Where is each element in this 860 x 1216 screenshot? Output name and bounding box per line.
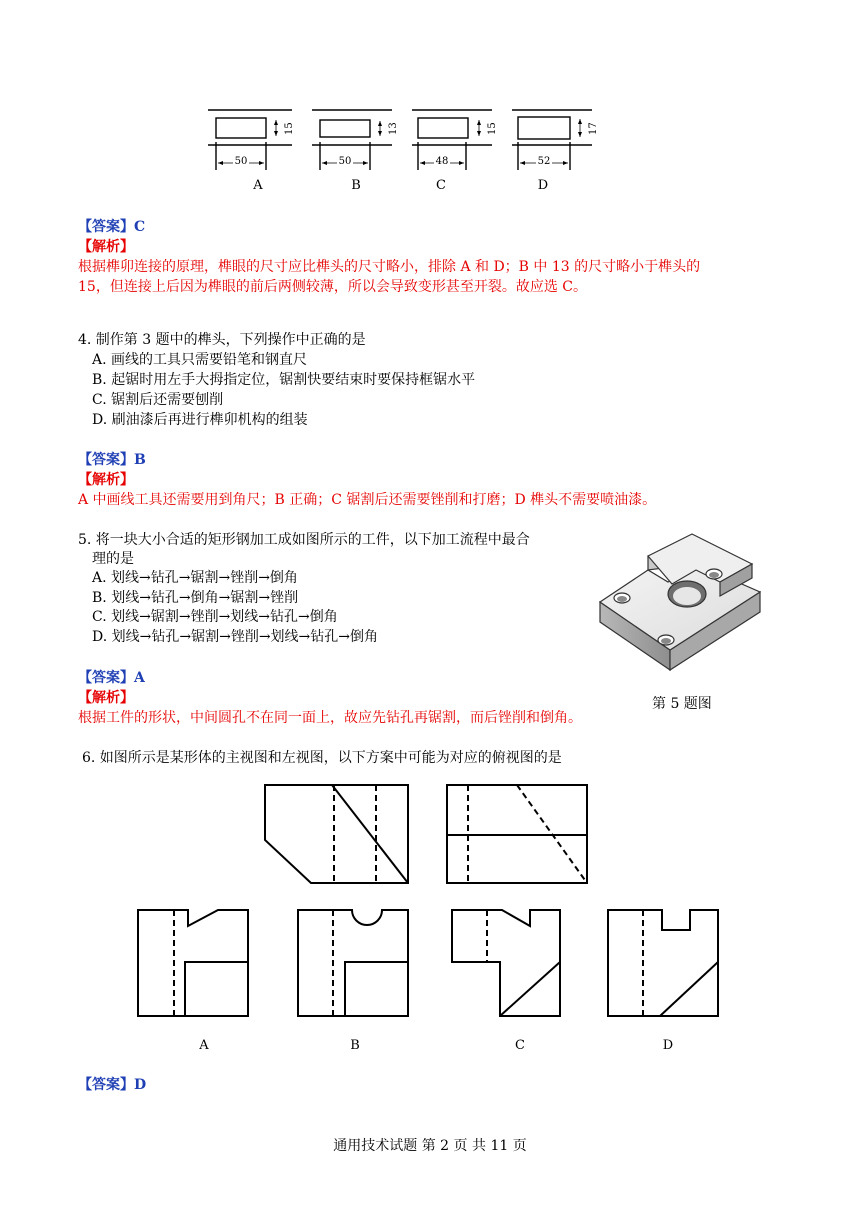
q5-answer-tag: 【答案】 bbox=[78, 670, 134, 686]
q3-answer-value: C bbox=[134, 219, 146, 235]
q3-answer-tag: 【答案】 bbox=[78, 219, 134, 235]
page-footer: 通用技术试题 第 2 页 共 11 页 bbox=[333, 1138, 527, 1154]
q6-answer-tag: 【答案】 bbox=[78, 1077, 134, 1093]
q5-option-d: D. 划线→钻孔→锯割→锉削→划线→钻孔→倒角 bbox=[92, 629, 379, 645]
q3-dim-height-c: 15 bbox=[487, 122, 498, 135]
q6-stem: 6. 如图所示是某形体的主视图和左视图，以下方案中可能为对应的俯视图的是 bbox=[82, 750, 562, 766]
q6-answer bbox=[78, 1075, 146, 1095]
q6-given-views-drawing bbox=[258, 780, 598, 890]
q6-label-c: C bbox=[515, 1038, 525, 1053]
q5-option-b: B. 划线→钻孔→倒角→锯割→锉削 bbox=[92, 590, 299, 606]
q5-figure-caption: 第 5 题图 bbox=[652, 696, 712, 712]
q3-dim-width-d: 52 bbox=[537, 156, 551, 167]
q3-analysis-line-2: 15，但连接上后因为榫眼的前后两侧较薄，所以会导致变形甚至开裂。故应选 C。 bbox=[78, 279, 587, 295]
q5-analysis: 根据工件的形状，中间圆孔不在同一面上，故应先钻孔再锯割，而后锉削和倒角。 bbox=[78, 710, 582, 726]
q3-dim-width-c: 48 bbox=[435, 156, 449, 167]
q4-option-d: D. 刷油漆后再进行榫卯机构的组装 bbox=[92, 412, 308, 428]
q3-label-a: A bbox=[253, 178, 263, 193]
q4-analysis-tag: 【解析】 bbox=[78, 472, 134, 488]
q5-answer bbox=[78, 668, 145, 688]
q4-answer-value: B bbox=[134, 452, 146, 468]
q5-stem-line-1: 5. 将一块大小合适的矩形钢加工成如图所示的工件，以下加工流程中最合 bbox=[78, 532, 530, 548]
q6-label-b: B bbox=[350, 1038, 360, 1053]
q3-dim-width-b: 50 bbox=[338, 156, 352, 167]
q4-answer bbox=[78, 450, 146, 470]
q3-options-drawing bbox=[200, 100, 620, 180]
q6-answer-value: D bbox=[134, 1077, 147, 1093]
q5-answer-value: A bbox=[134, 670, 145, 686]
q6-option-views bbox=[130, 900, 730, 1025]
q3-dim-height-b: 13 bbox=[388, 122, 399, 135]
q5-analysis-tag: 【解析】 bbox=[78, 690, 134, 706]
q5-option-c: C. 划线→锯割→锉削→划线→钻孔→倒角 bbox=[92, 609, 338, 625]
q6-label-a: A bbox=[199, 1038, 209, 1053]
q3-answer bbox=[78, 217, 145, 237]
q5-stem-line-2: 理的是 bbox=[92, 551, 134, 567]
q4-answer-tag: 【答案】 bbox=[78, 452, 134, 468]
q3-figures bbox=[200, 100, 620, 180]
q3-dim-width-a: 50 bbox=[234, 156, 248, 167]
q4-stem: 4. 制作第 3 题中的榫头，下列操作中正确的是 bbox=[78, 332, 366, 348]
q6-given-views bbox=[258, 780, 598, 890]
q4-option-b: B. 起锯时用左手大拇指定位，锯割快要结束时要保持框锯水平 bbox=[92, 372, 476, 388]
q3-analysis-tag: 【解析】 bbox=[78, 239, 134, 255]
q5-workpiece-figure bbox=[592, 530, 772, 690]
q4-option-a: A. 画线的工具只需要铅笔和钢直尺 bbox=[92, 352, 308, 368]
q4-option-c: C. 锯割后还需要刨削 bbox=[92, 392, 224, 408]
q6-label-d: D bbox=[662, 1038, 674, 1053]
q3-label-b: B bbox=[351, 178, 361, 193]
q5-workpiece-drawing bbox=[592, 530, 772, 690]
q4-analysis: A 中画线工具还需要用到角尺；B 正确；C 锯割后还需要锉削和打磨；D 榫头不需要喷油漆。 bbox=[78, 492, 657, 508]
q3-label-c: C bbox=[436, 178, 446, 193]
q3-dim-height-d: 17 bbox=[588, 122, 599, 135]
q5-option-a: A. 划线→钻孔→锯割→锉削→倒角 bbox=[92, 570, 298, 586]
q6-option-views-drawing bbox=[130, 900, 730, 1025]
q3-label-d: D bbox=[537, 178, 549, 193]
q3-analysis-line-1: 根据榫卯连接的原理，榫眼的尺寸应比榫头的尺寸略小，排除 A 和 D；B 中 13 的尺寸略小于榫头的 bbox=[78, 259, 701, 275]
q3-dim-height-a: 15 bbox=[284, 122, 295, 135]
